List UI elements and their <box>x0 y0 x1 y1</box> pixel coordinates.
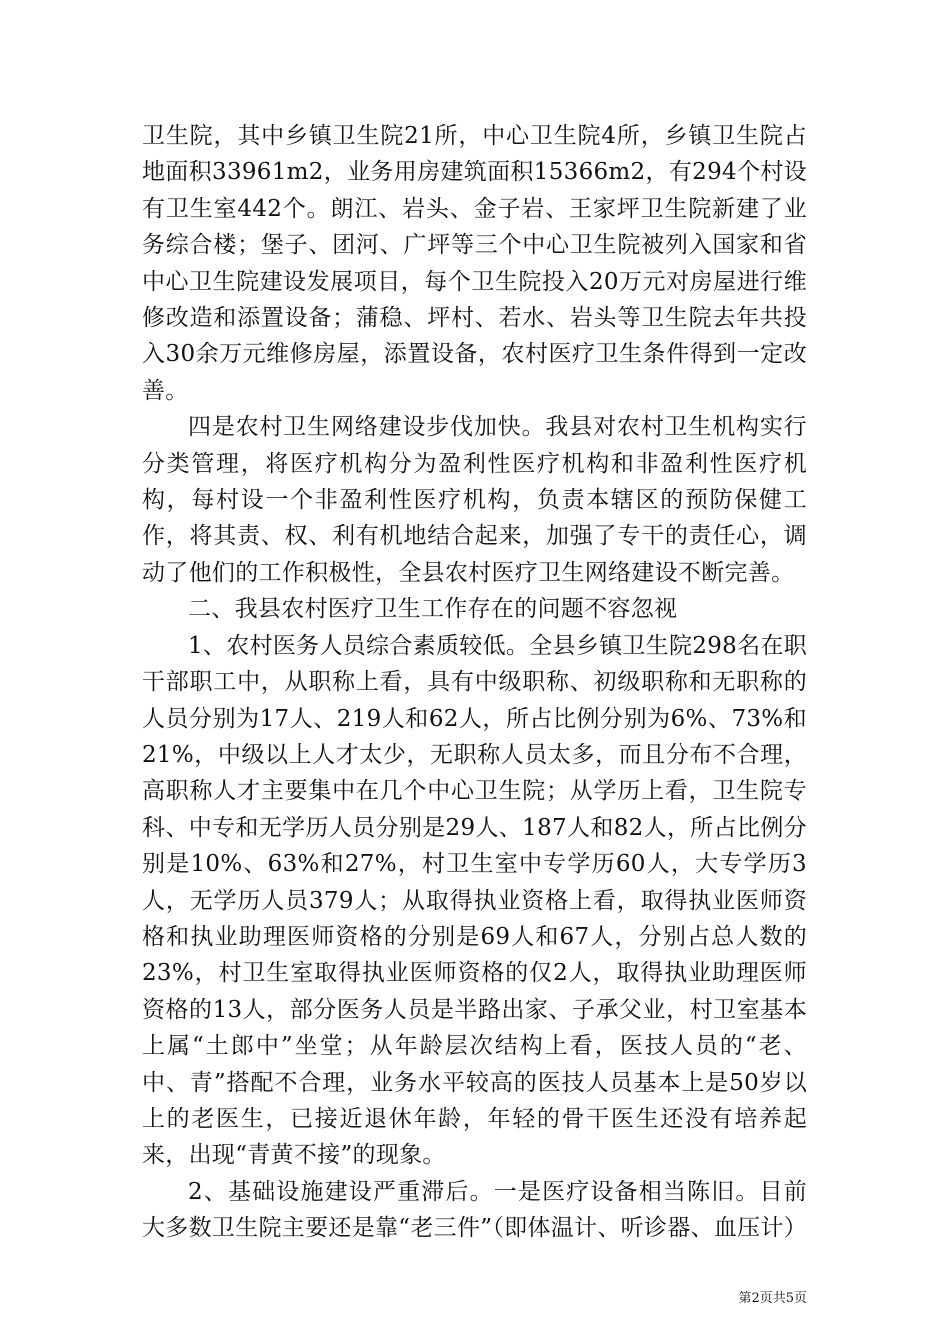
paragraph-4: 2、基础设施建设严重滞后。一是医疗设备相当陈旧。目前大多数卫生院主要还是靠“老三件”（即体温计、听诊器、血压计） <box>142 1178 808 1242</box>
paragraph-1: 卫生院，其中乡镇卫生院21所，中心卫生院4所，乡镇卫生院占地面积33961m2，业务用房建筑面积15366m2，有294个村设有卫生室442个。朗江、岩头、金子岩、王家坪卫生院新建了业务综合楼；堡子、团河、广坪等三个中心卫生院被列入国家和省中心卫生院建设发展项目，每个卫生院投入20万元对房屋进行维修改造和添置设备；蒲稳、坪村、若水、岩头等卫生院去年共投入30余万元维修房屋，添置设备，农村医疗卫生条件得到一定改善。 <box>142 123 807 404</box>
page-number-footer: 第2页共5页 <box>738 1291 807 1306</box>
document-body <box>142 118 807 1247</box>
paragraph-2: 四是农村卫生网络建设步伐加快。我县对农村卫生机构实行分类管理，将医疗机构分为盈利性医疗机构和非盈利性医疗机构，每村设一个非盈利性医疗机构，负责本辖区的预防保健工作，将其责、权、利有机地结合起来，加强了专干的责任心，调动了他们的工作积极性，全县农村医疗卫生网络建设不断完善。 <box>142 414 807 586</box>
paragraph-3: 1、农村医务人员综合素质较低。全县乡镇卫生院298名在职干部职工中，从职称上看，具有中级职称、初级职称和无职称的人员分别为17人、219人和62人，所占比例分别为6%、73%和21%，中级以上人才太少，无职称人员太多，而且分布不合理，高职称人才主要集中在几个中心卫生院；从学历上看，卫生院专科、中专和无学历人员分别是29人、187人和82人，所占比例分别是10%、63%和27%，村卫生室中专学历60人，大专学历3人，无学历人员379人；从取得执业资格上看，取得执业医师资格和执业助理医师资格的分别是69人和67人，分别占总人数的23%，村卫生室取得执业医师资格的仅2人，取得执业助理医师资格的13人，部分医务人员是半路出家、子承父业，村卫室基本上属“土郎中”坐堂；从年龄层次结构上看，医技人员的“老、中、青”搭配不合理，业务水平较高的医技人员基本上是50岁以上的老医生，已接近退休年龄，年轻的骨干医生还没有培养起来，出现“青黄不接”的现象。 <box>142 632 807 1169</box>
section-heading: 二、我县农村医疗卫生工作存在的问题不容忽视 <box>188 596 678 623</box>
